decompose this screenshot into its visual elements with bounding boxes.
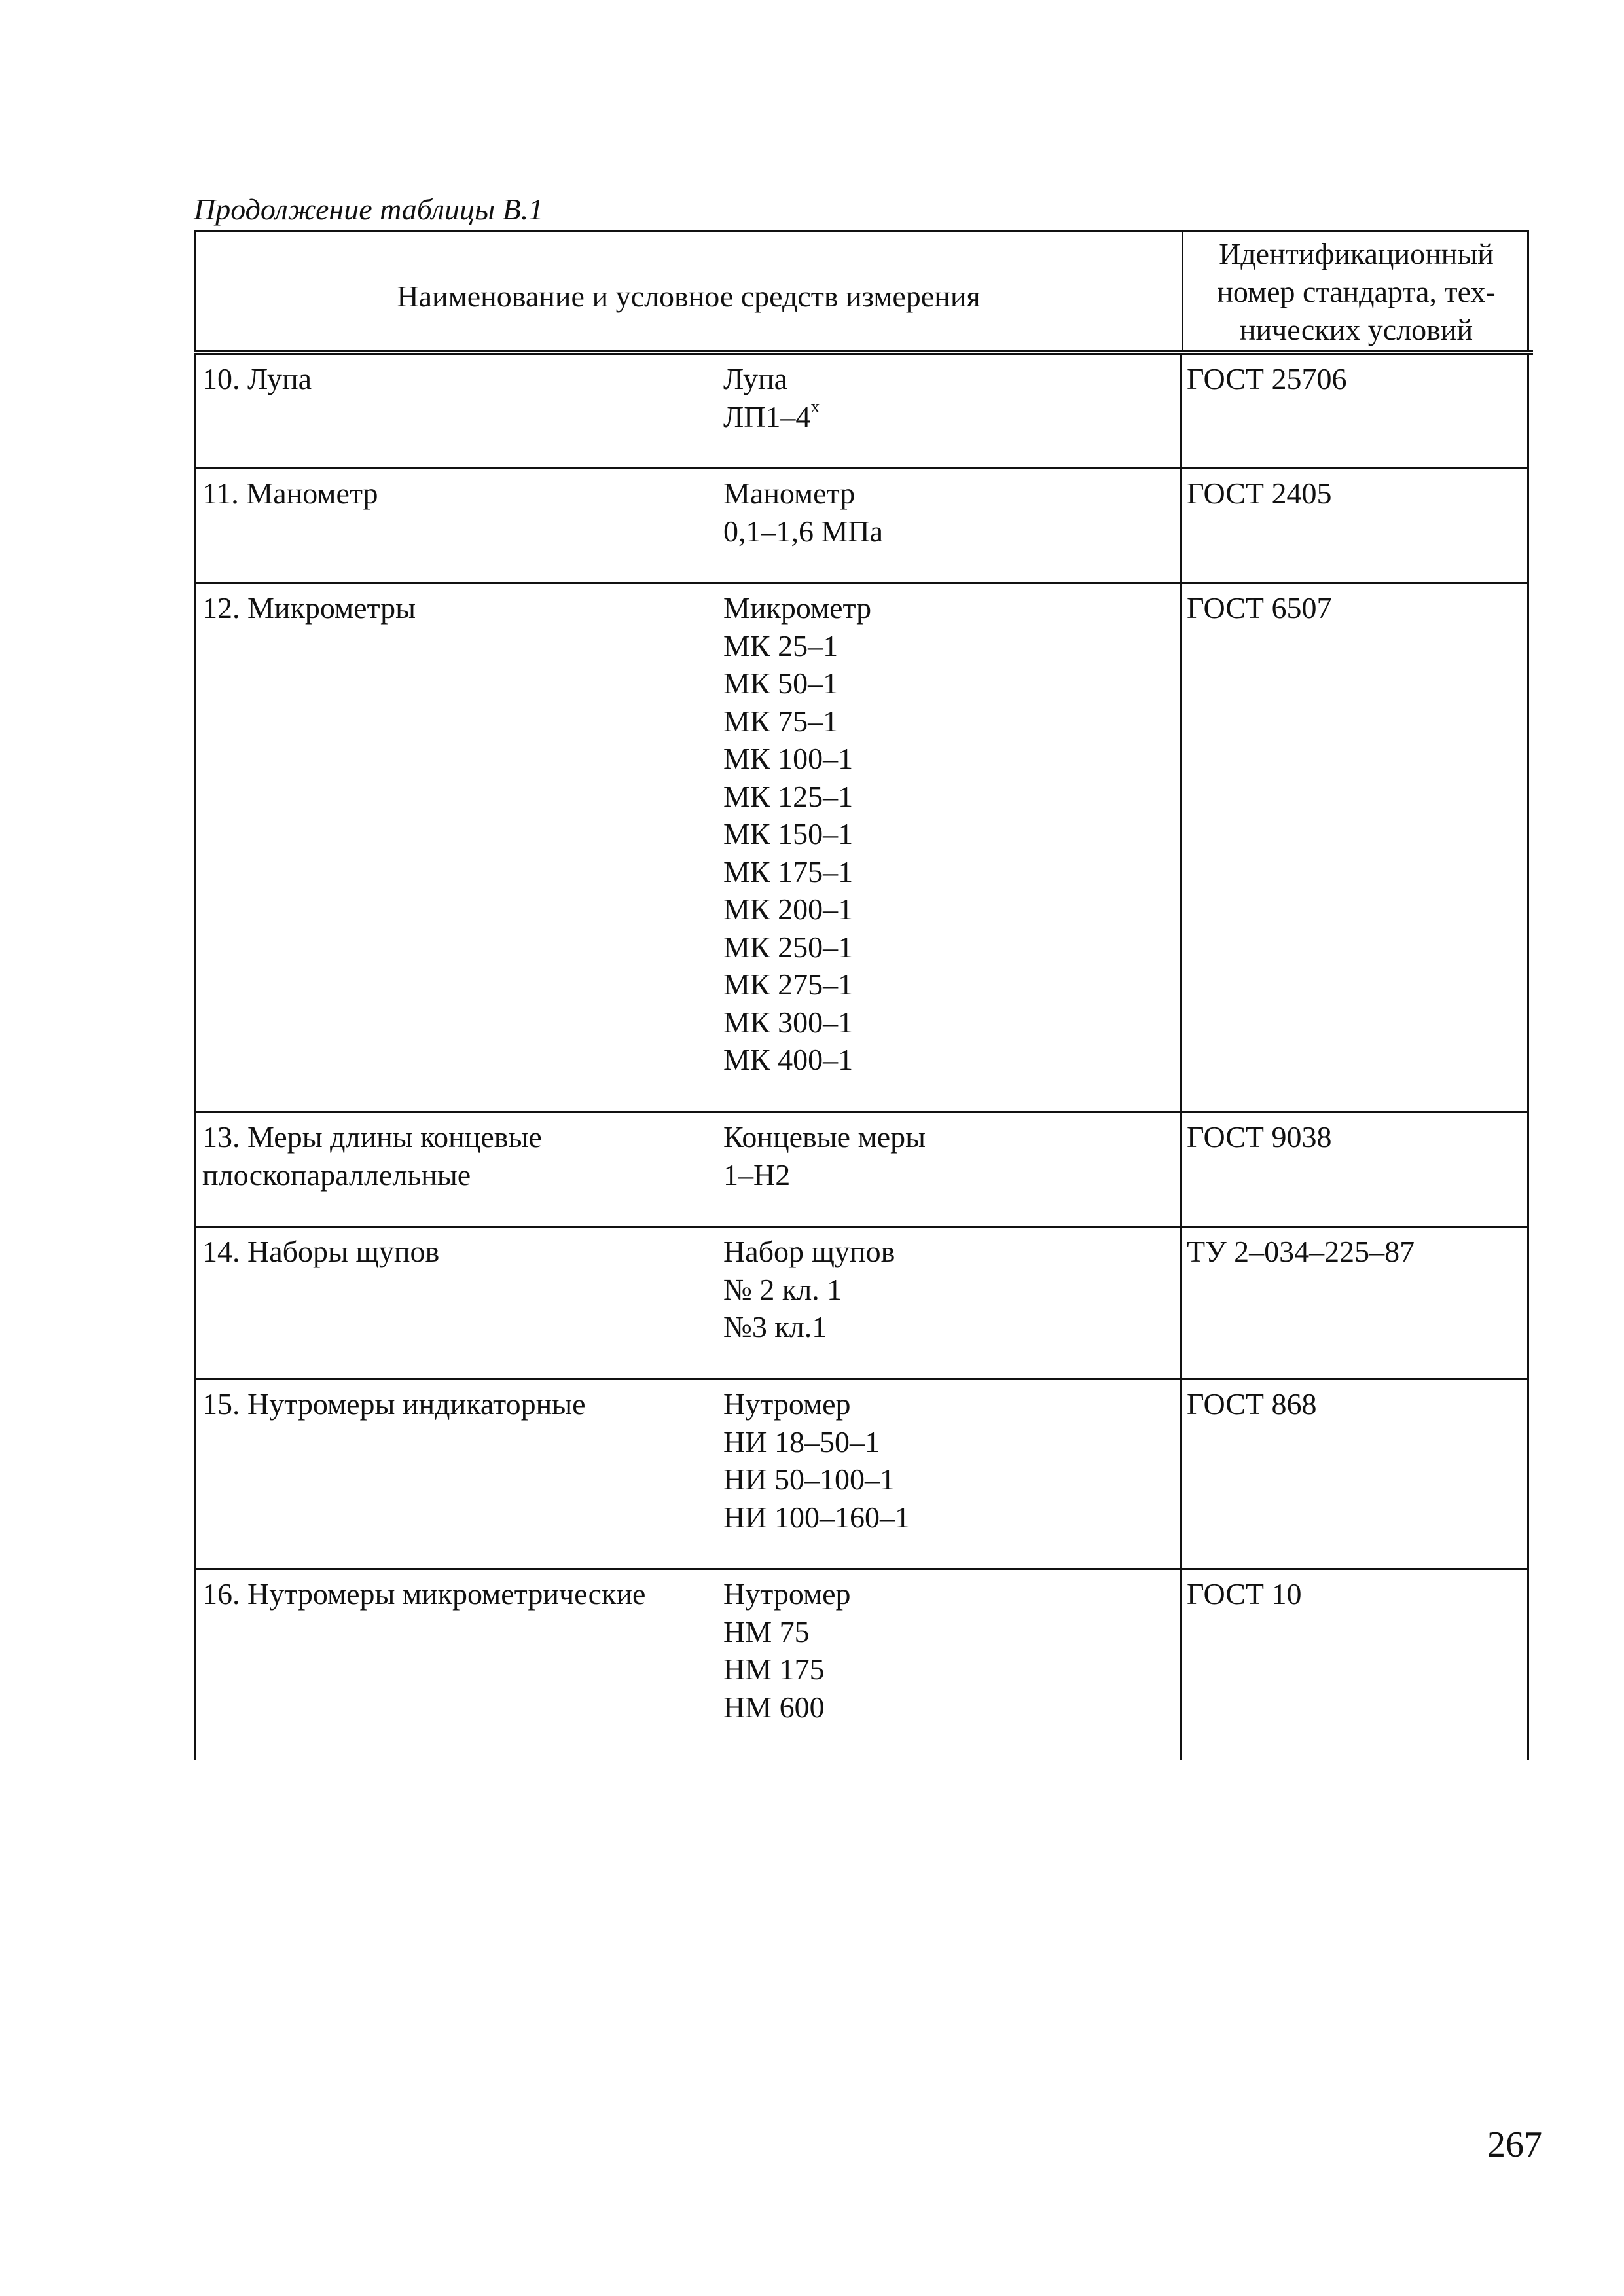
header-id-line: номер стандарта, тех- xyxy=(1217,275,1496,308)
page-number: 267 xyxy=(1487,2124,1542,2165)
table-row xyxy=(194,1380,1529,1570)
instrument-line: МК 400–1 xyxy=(723,1043,854,1076)
instrument-line: НИ 50–100–1 xyxy=(723,1463,895,1496)
instrument-line: МК 75–1 xyxy=(723,704,839,738)
instrument-line: № 2 кл. 1 xyxy=(723,1272,842,1306)
instrument-line: МК 25–1 xyxy=(723,629,839,663)
instrument-line: Концевые меры xyxy=(723,1120,926,1154)
instrument-line: 1–Н2 xyxy=(723,1157,791,1192)
instrument-line: Микрометр xyxy=(723,591,872,625)
row-instrument xyxy=(723,1575,1175,1726)
instrument-line: МК 100–1 xyxy=(723,742,854,775)
instrument-line: МК 175–1 xyxy=(723,854,854,888)
table-row xyxy=(194,469,1529,584)
row-instrument xyxy=(723,475,1175,550)
row-name: 16. Нутромеры микрометрические xyxy=(202,1577,646,1611)
table-row xyxy=(194,1228,1529,1380)
table-row xyxy=(194,584,1529,1113)
table-row xyxy=(194,1570,1529,1760)
row-instrument xyxy=(723,1385,1175,1536)
instrument-line: МК 300–1 xyxy=(723,1005,854,1039)
header-id-line: Идентификационный xyxy=(1219,237,1494,270)
table-row xyxy=(194,355,1529,469)
instrument-line: МК 200–1 xyxy=(723,892,854,926)
instruments-table xyxy=(194,230,1529,1760)
row-standard: ГОСТ 6507 xyxy=(1180,584,1527,1111)
table-row xyxy=(194,1113,1529,1228)
row-name: 10. Лупа xyxy=(202,362,312,395)
instrument-line: Нутромер xyxy=(723,1577,851,1611)
instrument-line: Манометр xyxy=(723,477,856,510)
row-name: 11. Манометр xyxy=(202,477,378,510)
instrument-line: НИ 100–160–1 xyxy=(723,1500,910,1534)
instrument-line: НМ 600 xyxy=(723,1690,825,1724)
instrument-line: МК 50–1 xyxy=(723,666,839,700)
header-id-column xyxy=(1182,232,1529,350)
instrument-line: НМ 75 xyxy=(723,1614,810,1649)
row-standard: ТУ 2–034–225–87 xyxy=(1180,1228,1527,1378)
instrument-line: Нутромер xyxy=(723,1387,851,1421)
row-standard: ГОСТ 868 xyxy=(1180,1380,1527,1568)
row-instrument xyxy=(723,1118,1175,1194)
instrument-superscript: х xyxy=(810,396,820,417)
instrument-line: №3 кл.1 xyxy=(723,1310,827,1343)
instrument-line: Лупа xyxy=(723,362,788,395)
instrument-line: МК 250–1 xyxy=(723,930,854,964)
table-header xyxy=(194,230,1529,350)
instrument-line: НИ 18–50–1 xyxy=(723,1425,880,1459)
header-name-column: Наименование и условное средств измерения xyxy=(397,279,981,313)
instrument-line: Набор щупов xyxy=(723,1235,895,1268)
row-name: 15. Нутромеры индикаторные xyxy=(202,1387,586,1421)
instrument-line: МК 150–1 xyxy=(723,817,854,850)
row-standard: ГОСТ 2405 xyxy=(1180,469,1527,582)
row-standard: ГОСТ 25706 xyxy=(1180,355,1527,467)
row-instrument xyxy=(723,360,1175,435)
row-name: 14. Наборы щупов xyxy=(202,1235,440,1268)
instrument-line: МК 125–1 xyxy=(723,779,854,813)
instrument-model: ЛП1–4 xyxy=(723,399,811,433)
row-name: 13. Меры длины концевые плоскопараллельные xyxy=(202,1120,542,1192)
instrument-line: МК 275–1 xyxy=(723,968,854,1001)
instrument-line: 0,1–1,6 МПа xyxy=(723,514,884,548)
row-standard: ГОСТ 9038 xyxy=(1180,1113,1527,1226)
header-id-line: нических условий xyxy=(1239,313,1473,346)
row-instrument xyxy=(723,589,1175,1079)
row-name: 12. Микрометры xyxy=(202,591,416,625)
header-double-rule xyxy=(194,350,1533,355)
instrument-line: НМ 175 xyxy=(723,1652,825,1686)
row-instrument xyxy=(723,1233,1175,1346)
instrument-line xyxy=(723,398,1175,436)
table-caption: Продолжение таблицы В.1 xyxy=(194,192,544,226)
row-standard: ГОСТ 10 xyxy=(1180,1570,1527,1760)
